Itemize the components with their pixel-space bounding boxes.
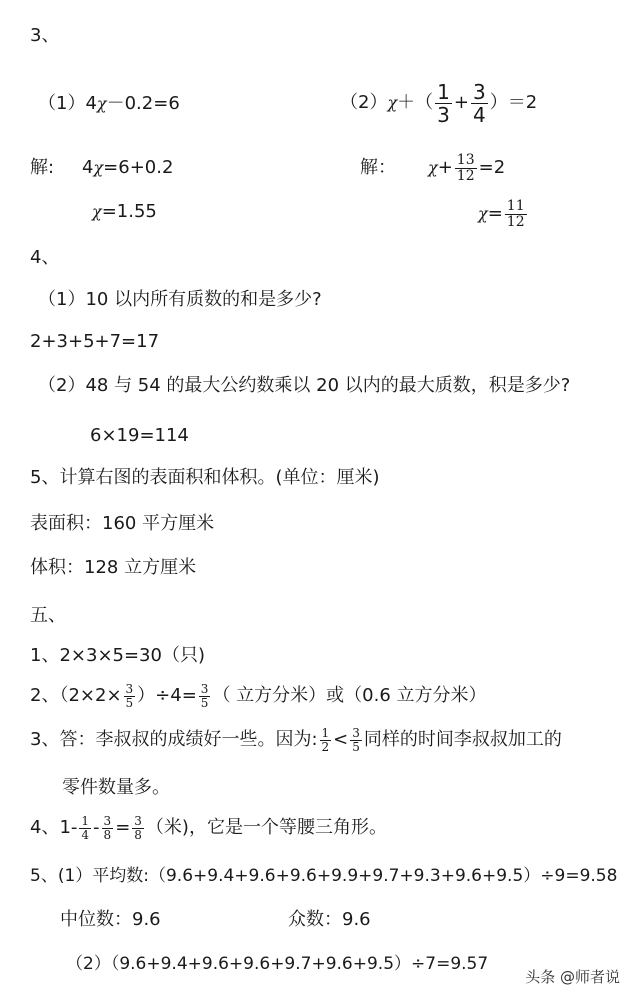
variable-x: χ bbox=[93, 158, 104, 177]
median-answer: 中位数：9.6 bbox=[60, 909, 161, 930]
question-5: 5、计算右图的表面积和体积。(单位：厘米) bbox=[30, 467, 380, 488]
numerator: 3 bbox=[200, 681, 209, 696]
denominator: 5 bbox=[125, 695, 134, 710]
watermark: 头条 @师者说 bbox=[525, 968, 620, 986]
numerator: 1 bbox=[81, 813, 90, 828]
problem-1-rest: －0.2=6 bbox=[106, 93, 180, 114]
denominator: 4 bbox=[81, 827, 90, 842]
solution-1-label: 解: bbox=[30, 157, 55, 178]
numerator: 1 bbox=[321, 725, 330, 740]
volume-answer: 体积：128 立方厘米 bbox=[30, 557, 197, 578]
plus-paren: ＋（ bbox=[397, 92, 434, 113]
coefficient: 4 bbox=[82, 157, 94, 178]
equals-sign: = bbox=[487, 203, 503, 224]
denominator: 3 bbox=[437, 102, 450, 127]
denominator: 8 bbox=[134, 827, 142, 842]
step-rest: =6+0.2 bbox=[103, 157, 174, 178]
fraction-3-5 bbox=[199, 683, 211, 710]
numerator: 3 bbox=[103, 813, 112, 828]
question-4-2: （2）48 与 54 的最大公约数乘以 20 以内的最大质数，积是多少? bbox=[38, 375, 571, 396]
denominator: 12 bbox=[456, 167, 475, 184]
equals-sign: = bbox=[115, 817, 131, 838]
numerator: 3 bbox=[125, 681, 134, 696]
answer-2-mid: ）÷4= bbox=[137, 685, 197, 706]
denominator: 8 bbox=[103, 827, 112, 842]
plus-sign: + bbox=[437, 157, 453, 178]
numerator: 13 bbox=[456, 151, 475, 168]
variable-x: χ bbox=[478, 204, 488, 223]
answer-4-1: 2+3+5+7=17 bbox=[30, 331, 160, 352]
denominator: 4 bbox=[472, 102, 486, 127]
section-3-heading: 3、 bbox=[30, 25, 60, 46]
variable-x: χ bbox=[92, 202, 102, 221]
surface-area-answer: 表面积：160 平方厘米 bbox=[30, 513, 215, 534]
fraction-11-12 bbox=[505, 199, 527, 230]
denominator: 5 bbox=[200, 695, 209, 710]
part-5-answer-4 bbox=[30, 808, 387, 848]
fraction-13-12 bbox=[455, 153, 477, 184]
answer-3-prefix: 3、答：李叔叔的成绩好一些。因为: bbox=[30, 729, 318, 750]
answer-4-prefix: 4、1- bbox=[30, 817, 78, 838]
numerator: 11 bbox=[506, 197, 525, 214]
solution-2-step-2 bbox=[478, 194, 529, 234]
part-5-answer-5-2: （2）（9.6+9.4+9.6+9.6+9.7+9.6+9.5）÷7=9.57 bbox=[66, 954, 489, 974]
mode-answer: 众数：9.6 bbox=[288, 909, 371, 930]
plus-sign: + bbox=[453, 92, 469, 113]
answer-3-suffix: 同样的时间李叔叔加工的 bbox=[363, 729, 562, 750]
answer-4-suffix: （米)，它是一个等腰三角形。 bbox=[145, 817, 387, 838]
denominator: 5 bbox=[352, 739, 360, 754]
section-4-heading: 4、 bbox=[30, 247, 60, 268]
problem-2-equation bbox=[340, 80, 537, 126]
solution-2-step-1 bbox=[428, 148, 505, 188]
part-5-answer-3-continued: 零件数量多。 bbox=[62, 777, 170, 798]
fraction-1-4 bbox=[79, 815, 91, 842]
question-4-1: （1）10 以内所有质数的和是多少? bbox=[38, 289, 322, 310]
problem-1-equation bbox=[38, 92, 180, 116]
fraction-3-5 bbox=[124, 683, 136, 710]
variable-x: χ bbox=[387, 93, 398, 112]
solution-1-step-1 bbox=[82, 156, 173, 180]
answer-2-prefix: 2、（2×2× bbox=[30, 685, 122, 706]
part-5-answer-3 bbox=[30, 720, 562, 760]
part-5-answer-5-1: 5、(1）平均数:（9.6+9.4+9.6+9.6+9.9+9.7+9.3+9.6+9.5）÷9=9.58 bbox=[30, 866, 618, 886]
numerator: 3 bbox=[134, 813, 142, 828]
denominator: 2 bbox=[321, 739, 330, 754]
minus-sign: - bbox=[93, 817, 100, 838]
numerator: 3 bbox=[472, 79, 486, 104]
part-5-answer-1: 1、2×3×5=30（只) bbox=[30, 645, 205, 666]
less-than-sign: < bbox=[333, 729, 349, 750]
answer-2-suffix: （ 立方分米）或（0.6 立方分米） bbox=[212, 685, 487, 706]
step-rest: =2 bbox=[478, 157, 506, 178]
variable-x: χ bbox=[96, 94, 107, 113]
denominator: 12 bbox=[506, 213, 525, 230]
variable-x: χ bbox=[428, 158, 438, 177]
fraction-1-3 bbox=[435, 81, 452, 126]
fraction-1-2 bbox=[320, 727, 332, 754]
close-paren-eq: ）＝2 bbox=[489, 92, 538, 113]
fraction-3-4 bbox=[471, 81, 488, 126]
problem-2-label: （2） bbox=[340, 92, 388, 113]
part-5-answer-2 bbox=[30, 676, 487, 716]
numerator: 3 bbox=[352, 725, 360, 740]
fraction-3-5 bbox=[350, 727, 362, 754]
solution-2-label: 解： bbox=[360, 157, 396, 178]
fraction-3-8 bbox=[132, 815, 144, 842]
answer-4-2: 6×19=114 bbox=[90, 425, 189, 446]
step-rest: =1.55 bbox=[101, 201, 157, 222]
problem-1-label: （1）4 bbox=[38, 93, 97, 114]
numerator: 1 bbox=[437, 79, 450, 104]
part-5-heading: 五、 bbox=[30, 605, 66, 626]
fraction-3-8 bbox=[102, 815, 114, 842]
solution-1-step-2 bbox=[92, 200, 157, 224]
